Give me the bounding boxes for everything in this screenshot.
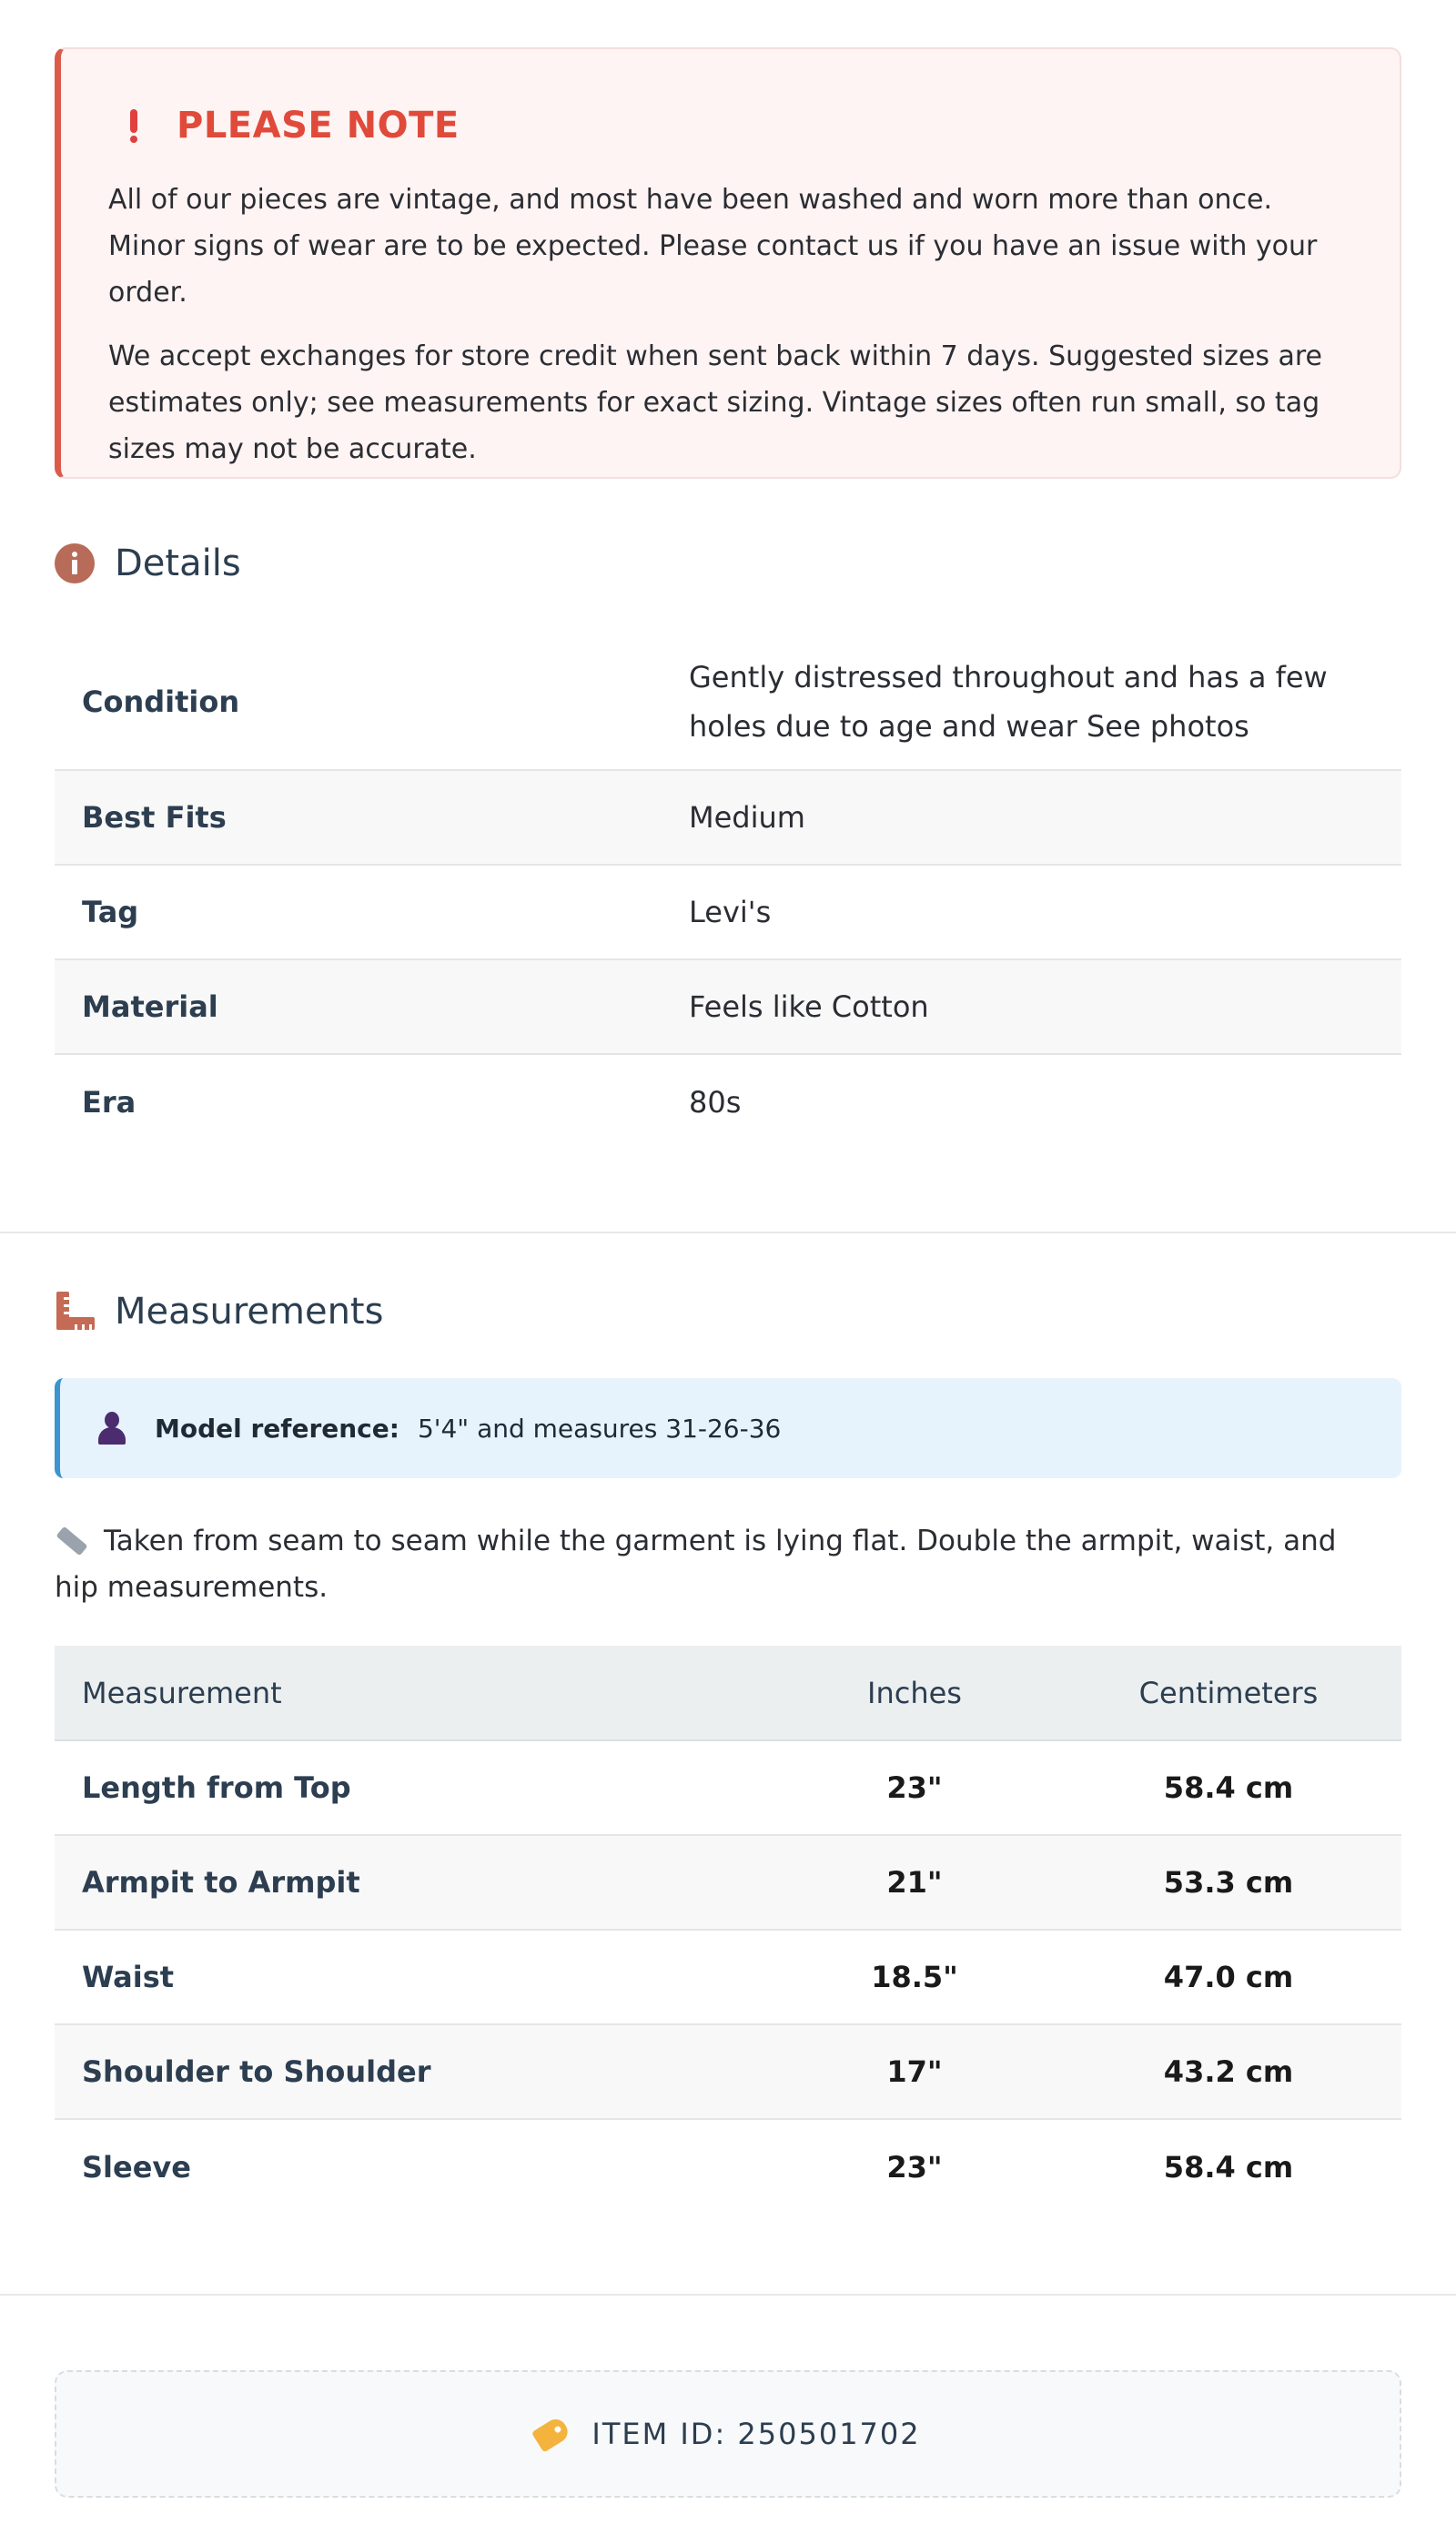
notice-paragraph: We accept exchanges for store credit when sent back within 7 days. Suggested sizes are estimates only; see measurements for exact sizing. Vintage sizes often run small, so tag sizes may not be accurate. <box>108 340 1323 465</box>
table-row <box>55 865 1401 959</box>
details-table <box>55 634 1401 1149</box>
notice-box <box>55 47 1401 479</box>
column-header: Measurement <box>55 1646 774 1740</box>
table-row <box>55 1835 1401 1930</box>
measurement-inches: 23" <box>886 2149 943 2185</box>
details-header <box>55 542 241 584</box>
measurement-cm: 53.3 cm <box>1056 1835 1401 1930</box>
notice-paragraph: All of our pieces are vintage, and most have been washed and worn more than once. Minor signs of wear are to be expected. Please contact us if you have an issue with your order. <box>108 184 1318 309</box>
detail-label: Material <box>55 959 662 1054</box>
measurement-inches: 23" <box>774 1740 1056 1835</box>
measurement-hint-text: Taken from seam to seam while the garment is lying flat. Double the armpit, waist, and hip measurements. <box>55 1525 1337 1604</box>
measurement-name: Armpit to Armpit <box>55 1835 774 1930</box>
details-title: Details <box>115 542 241 584</box>
model-reference-label: Model reference: <box>155 1413 399 1444</box>
measurement-cm: 43.2 cm <box>1056 2024 1401 2119</box>
detail-value: Levi's <box>662 865 1401 959</box>
item-id-box <box>55 2370 1401 2498</box>
measurement-cm: 47.0 cm <box>1056 1930 1401 2024</box>
exclamation-icon <box>124 107 144 144</box>
table-row <box>55 770 1401 865</box>
column-header: Centimeters <box>1056 1646 1401 1740</box>
measurements-title: Measurements <box>115 1291 384 1333</box>
person-icon <box>96 1412 127 1445</box>
notice-header <box>108 100 1354 151</box>
measurement-inches: 17" <box>774 2024 1056 2119</box>
table-row <box>55 2024 1401 2119</box>
measurement-inches: 18.5" <box>774 1930 1056 2024</box>
detail-value: Feels like Cotton <box>662 959 1401 1054</box>
table-row <box>55 959 1401 1054</box>
measurement-name: Sleeve <box>82 2149 191 2185</box>
measurement-inches: 21" <box>774 1835 1056 1930</box>
measurements-table <box>55 1646 1401 2214</box>
measurement-cm: 58.4 cm <box>1163 2149 1294 2185</box>
detail-label: Condition <box>55 634 662 770</box>
notice-title: PLEASE NOTE <box>177 105 460 147</box>
model-reference-value: 5'4" and measures 31-26-36 <box>417 1413 782 1444</box>
item-id: ITEM ID: 250501702 <box>592 2417 921 2451</box>
table-row <box>55 1054 1401 1149</box>
detail-label: Era <box>82 1084 136 1120</box>
measurement-name: Shoulder to Shoulder <box>55 2024 774 2119</box>
section-divider <box>0 2294 1456 2296</box>
detail-value: Medium <box>662 770 1401 865</box>
section-divider <box>0 1232 1456 1233</box>
detail-value: Gently distressed throughout and has a few holes due to age and wear See photos <box>662 634 1401 770</box>
detail-label: Best Fits <box>55 770 662 865</box>
measurement-cm: 58.4 cm <box>1056 1740 1401 1835</box>
table-header-row <box>55 1646 1401 1740</box>
detail-label: Tag <box>55 865 662 959</box>
tag-icon <box>531 2415 571 2452</box>
detail-value: 80s <box>689 1084 742 1120</box>
table-row <box>55 1740 1401 1835</box>
measurement-name: Length from Top <box>55 1740 774 1835</box>
ruler-icon <box>55 1292 95 1332</box>
table-row <box>55 1930 1401 2024</box>
info-icon <box>55 543 95 583</box>
measurements-header <box>55 1291 383 1333</box>
table-row <box>55 634 1401 770</box>
ruler-pencil-icon <box>56 1526 87 1556</box>
measurement-hint <box>55 1518 1365 1611</box>
model-reference <box>55 1378 1401 1478</box>
measurement-name: Waist <box>55 1930 774 2024</box>
table-row <box>55 2119 1401 2214</box>
column-header: Inches <box>774 1646 1056 1740</box>
